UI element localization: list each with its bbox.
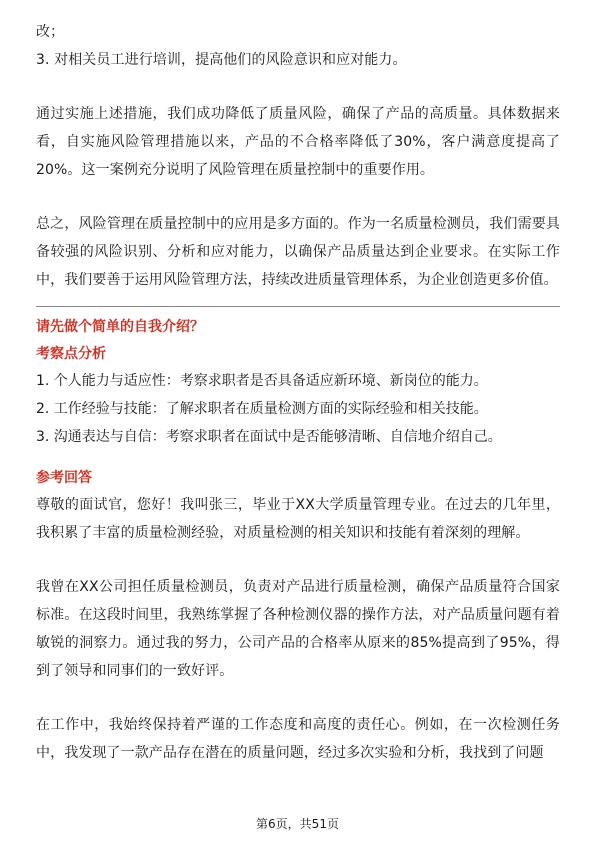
text-line-fragment: 改； xyxy=(36,24,65,40)
paragraph-spacer xyxy=(36,184,560,210)
analysis-item-3: 3. 沟通表达与自信：考察求职者在面试中是否能够清晰、自信地介绍自己。 xyxy=(36,429,502,445)
analysis-heading: 考察点分析 xyxy=(36,346,106,362)
analysis-item-1: 1. 个人能力与适应性：考察求职者是否具备适应新环境、新岗位的能力。 xyxy=(36,373,488,389)
question-title: 请先做个简单的自我介绍？ xyxy=(36,319,204,335)
document-page xyxy=(36,18,560,767)
answer-paragraph-1: 尊敬的面试官，您好！我叫张三，毕业于XX大学质量管理专业。在过去的几年里，我积累了丰富的质量检测经验，对质量检测的相关知识和技能有着深刻的理解。 xyxy=(36,497,560,541)
paragraph-result: 通过实施上述措施，我们成功降低了质量风险，确保了产品的高质量。具体数据来看，自实施风险管理措施以来，产品的不合格率降低了30%，客户满意度提高了20%。这一案例充分说明了风险管理在质量控制中的重要作用。 xyxy=(36,106,560,178)
paragraph-summary: 总之，风险管理在质量控制中的应用是多方面的。作为一名质量检测员，我们需要具备较强的风险识别、分析和应对能力，以确保产品质量达到企业要求。在实际工作中，我们要善于运用风险管理方法，持续改进质量管理体系，为企业创造更多价值。 xyxy=(36,216,560,288)
paragraph-spacer xyxy=(36,685,560,711)
section-divider xyxy=(36,306,560,307)
analysis-item-2: 2. 工作经验与技能：了解求职者在质量检测方面的实际经验和相关技能。 xyxy=(36,401,488,417)
section-spacer xyxy=(36,451,560,465)
paragraph-spacer xyxy=(36,74,560,100)
paragraph-spacer xyxy=(36,547,560,573)
answer-heading: 参考回答 xyxy=(36,470,92,486)
list-item-measure-3: 3. 对相关员工进行培训，提高他们的风险意识和应对能力。 xyxy=(36,52,407,68)
answer-paragraph-3: 在工作中，我始终保持着严谨的工作态度和高度的责任心。例如，在一次检测任务中，我发现了一款产品存在潜在的质量问题，经过多次实验和分析，我找到了问题 xyxy=(36,717,560,761)
page-number-footer: 第6页，共51页 xyxy=(256,817,339,831)
answer-paragraph-2: 我曾在XX公司担任质量检测员，负责对产品进行质量检测，确保产品质量符合国家标准。在这段时间里，我熟练掌握了各种检测仪器的操作方法，对产品质量问题有着敏锐的洞察力。通过我的努力，公司产品的合格率从原来的85%提高到了95%，得到了领导和同事们的一致好评。 xyxy=(36,579,560,679)
